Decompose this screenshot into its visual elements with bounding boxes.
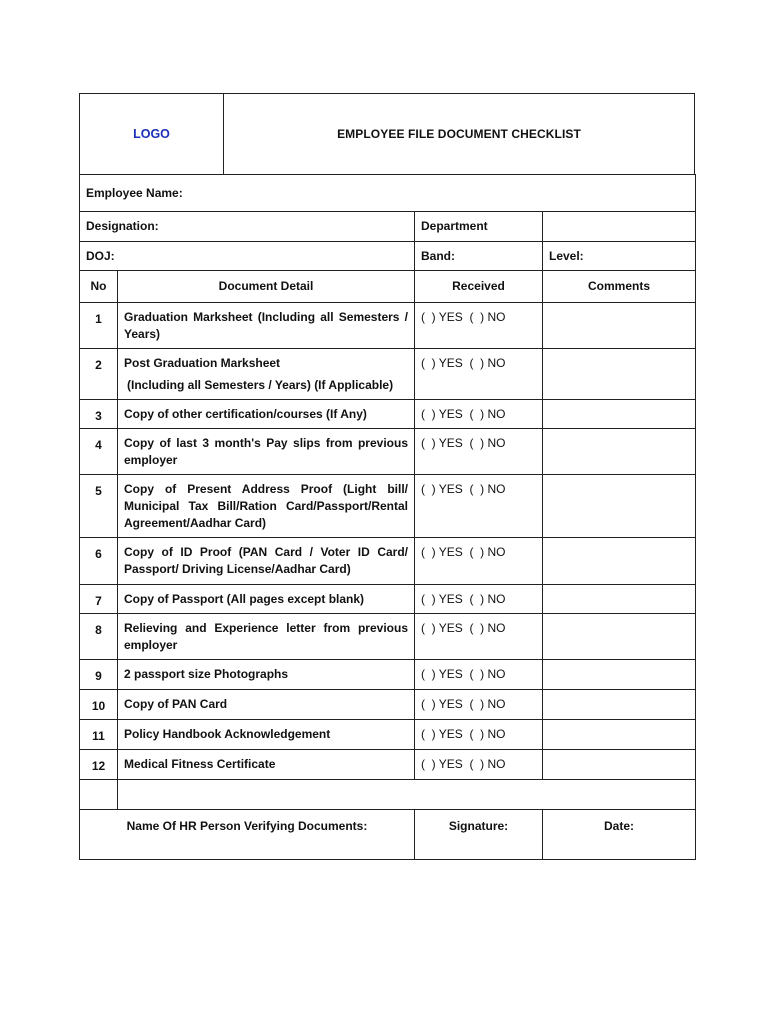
footer-row (80, 810, 696, 860)
received-yes-no[interactable]: ( ) YES ( ) NO (415, 614, 543, 660)
comments-cell[interactable] (543, 690, 696, 720)
table-row (80, 750, 696, 780)
doj-field[interactable]: DOJ: (80, 242, 415, 271)
column-header-no: No (80, 271, 118, 303)
level-field[interactable]: Level: (543, 242, 696, 271)
document-detail: Copy of Present Address Proof (Light bill/ Municipal Tax Bill/Ration Card/Passport/Rental Agreement/Aadhar Card) (118, 475, 415, 538)
blank-row (80, 780, 696, 810)
received-yes-no[interactable]: ( ) YES ( ) NO (415, 400, 543, 429)
department-value-cell[interactable] (543, 212, 696, 242)
received-yes-no[interactable]: ( ) YES ( ) NO (415, 690, 543, 720)
header-box (79, 93, 695, 175)
document-detail: Copy of last 3 month's Pay slips from previous employer (118, 429, 415, 475)
received-yes-no[interactable]: ( ) YES ( ) NO (415, 585, 543, 614)
received-yes-no[interactable]: ( ) YES ( ) NO (415, 303, 543, 349)
blank-cell[interactable] (118, 780, 696, 810)
comments-cell[interactable] (543, 614, 696, 660)
table-row (80, 720, 696, 750)
column-header-row (80, 271, 696, 303)
employee-name-field[interactable]: Employee Name: (80, 175, 696, 212)
row-number: 4 (80, 429, 118, 475)
document-detail: Copy of other certification/courses (If Any) (118, 400, 415, 429)
document-detail: Copy of Passport (All pages except blank) (118, 585, 415, 614)
table-row (80, 690, 696, 720)
document-detail (118, 349, 415, 400)
row-number: 7 (80, 585, 118, 614)
signature-field[interactable]: Signature: (415, 810, 543, 860)
table-row (80, 660, 696, 690)
comments-cell[interactable] (543, 349, 696, 400)
comments-cell[interactable] (543, 303, 696, 349)
checklist-table (79, 174, 696, 860)
row-number: 10 (80, 690, 118, 720)
table-row (80, 303, 696, 349)
row-number: 11 (80, 720, 118, 750)
comments-cell[interactable] (543, 660, 696, 690)
document-title: EMPLOYEE FILE DOCUMENT CHECKLIST (337, 127, 581, 141)
table-row (80, 429, 696, 475)
received-yes-no[interactable]: ( ) YES ( ) NO (415, 475, 543, 538)
comments-cell[interactable] (543, 429, 696, 475)
table-row (80, 614, 696, 660)
received-yes-no[interactable]: ( ) YES ( ) NO (415, 538, 543, 585)
table-row (80, 538, 696, 585)
received-yes-no[interactable]: ( ) YES ( ) NO (415, 429, 543, 475)
blank-cell (80, 780, 118, 810)
logo: LOGO (80, 94, 224, 174)
document-detail: Medical Fitness Certificate (118, 750, 415, 780)
table-row (80, 475, 696, 538)
row-number: 3 (80, 400, 118, 429)
column-header-received: Received (415, 271, 543, 303)
comments-cell[interactable] (543, 475, 696, 538)
comments-cell[interactable] (543, 538, 696, 585)
row-number: 1 (80, 303, 118, 349)
row-number: 2 (80, 349, 118, 400)
comments-cell[interactable] (543, 400, 696, 429)
department-label: Department (415, 212, 543, 242)
document-detail: Copy of ID Proof (PAN Card / Voter ID Card/ Passport/ Driving License/Aadhar Card) (118, 538, 415, 585)
row-number: 6 (80, 538, 118, 585)
row-number: 5 (80, 475, 118, 538)
document-detail: Policy Handbook Acknowledgement (118, 720, 415, 750)
row-number: 8 (80, 614, 118, 660)
received-yes-no[interactable]: ( ) YES ( ) NO (415, 750, 543, 780)
column-header-detail: Document Detail (118, 271, 415, 303)
hr-name-field[interactable]: Name Of HR Person Verifying Documents: (80, 810, 415, 860)
document-detail: Copy of PAN Card (118, 690, 415, 720)
date-field[interactable]: Date: (543, 810, 696, 860)
document-detail: Graduation Marksheet (Including all Semesters / Years) (118, 303, 415, 349)
document-detail: 2 passport size Photographs (118, 660, 415, 690)
table-row (80, 349, 696, 400)
band-field[interactable]: Band: (415, 242, 543, 271)
column-header-comments: Comments (543, 271, 696, 303)
document-detail: Relieving and Experience letter from previous employer (118, 614, 415, 660)
received-yes-no[interactable]: ( ) YES ( ) NO (415, 660, 543, 690)
received-yes-no[interactable]: ( ) YES ( ) NO (415, 349, 543, 400)
row-number: 9 (80, 660, 118, 690)
comments-cell[interactable] (543, 750, 696, 780)
received-yes-no[interactable]: ( ) YES ( ) NO (415, 720, 543, 750)
comments-cell[interactable] (543, 585, 696, 614)
row-number: 12 (80, 750, 118, 780)
document-detail-line1: Post Graduation Marksheet (124, 356, 281, 370)
table-row (80, 585, 696, 614)
table-row (80, 400, 696, 429)
designation-field[interactable]: Designation: (80, 212, 415, 242)
comments-cell[interactable] (543, 720, 696, 750)
document-detail-line2: (Including all Semesters / Years) (If Applicable) (127, 378, 394, 392)
